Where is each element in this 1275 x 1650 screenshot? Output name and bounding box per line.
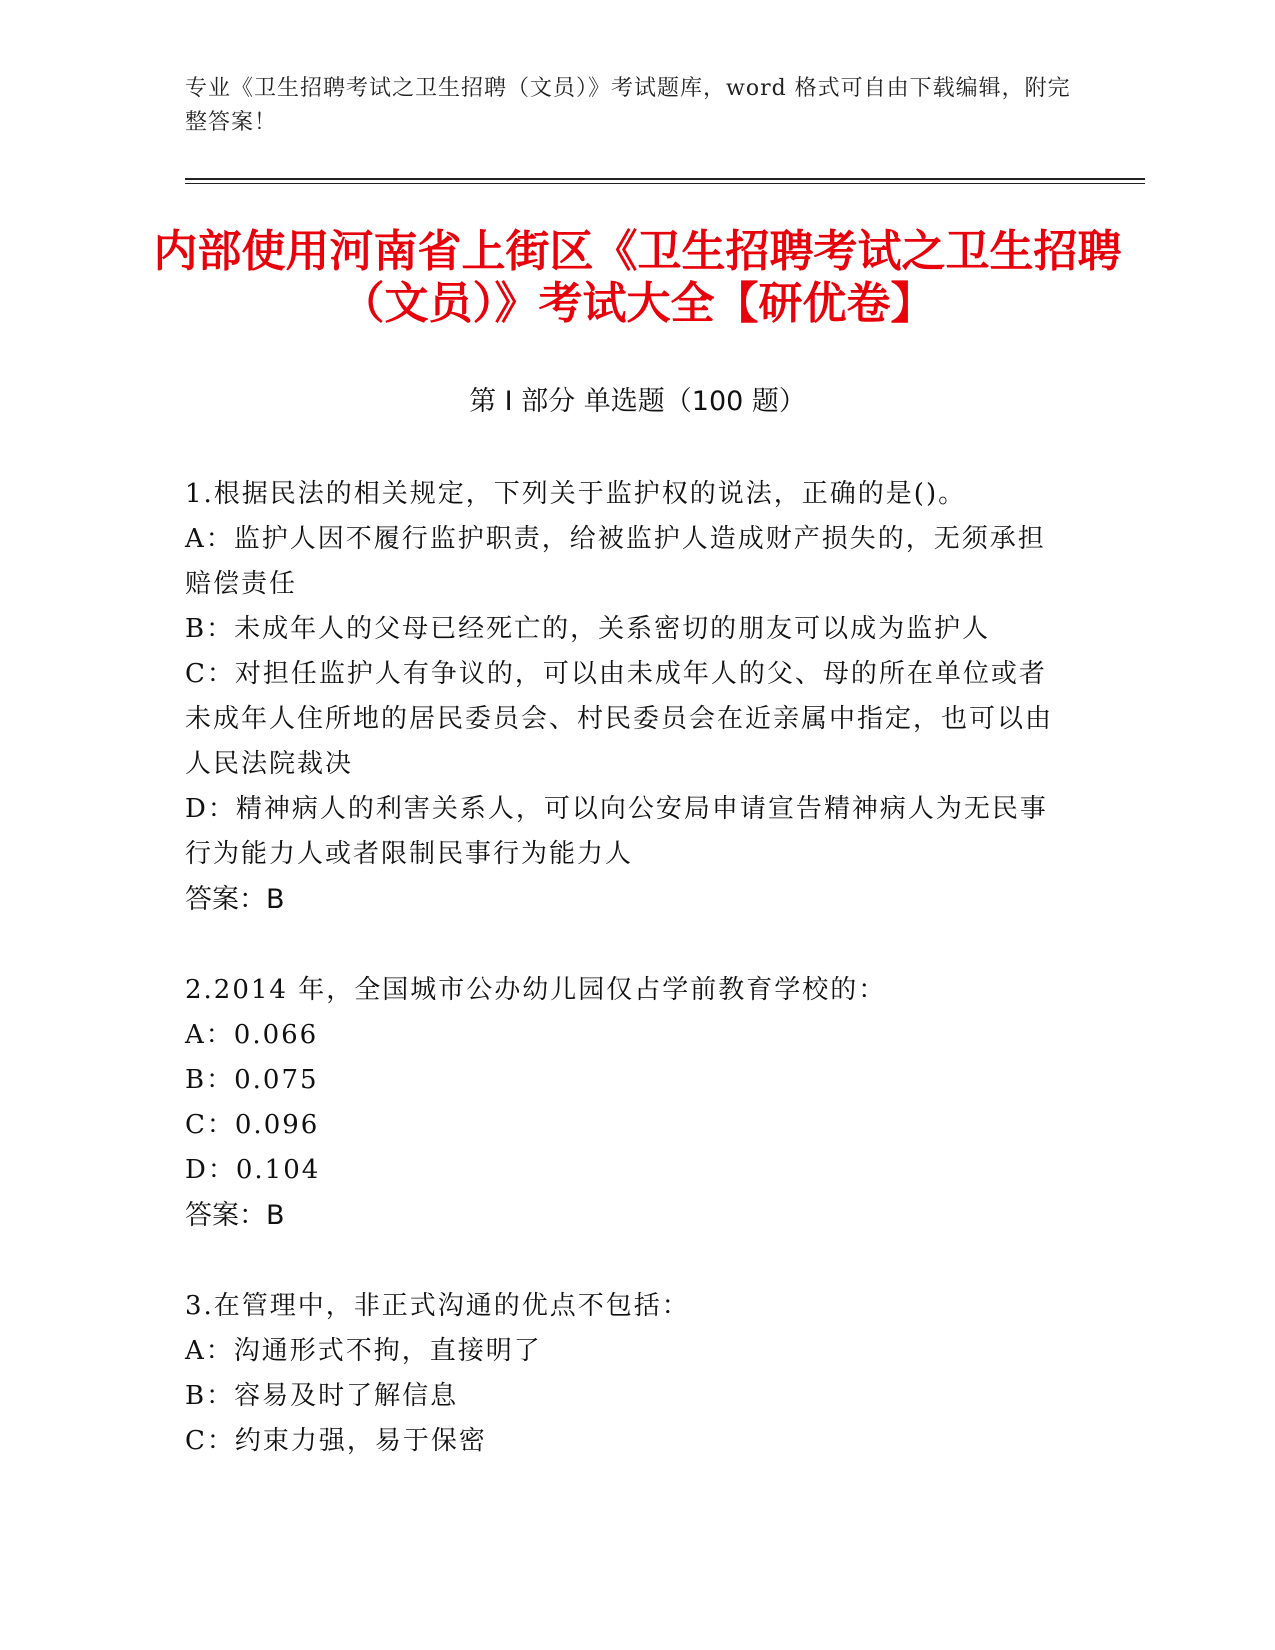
document-title: 内部使用河南省上街区《卫生招聘考试之卫生招聘（文员）》考试大全【研优卷】 [153, 226, 1122, 329]
header-rule-thick [185, 178, 1145, 180]
option-b: B：容易及时了解信息 [185, 1381, 459, 1411]
question-stem: 1.根据民法的相关规定，下列关于监护权的说法，正确的是()。 [185, 479, 967, 509]
question-list [185, 472, 1070, 1510]
question-1 [185, 472, 1070, 922]
section-title: 第 I 部分 单选题（100 题） [469, 386, 806, 417]
option-a: A：监护人因不履行监护职责，给被监护人造成财产损失的，无须承担赔偿责任 [185, 524, 1046, 599]
header-note: 专业《卫生招聘考试之卫生招聘（文员）》考试题库，word 格式可自由下载编辑，附完整答案！ [185, 76, 1071, 135]
option-a: A：0.066 [185, 1020, 319, 1050]
option-d: D：0.104 [185, 1155, 321, 1185]
option-b: B：0.075 [185, 1065, 319, 1095]
question-stem: 2.2014 年，全国城市公办幼儿园仅占学前教育学校的： [185, 975, 887, 1005]
question-stem: 3.在管理中，非正式沟通的优点不包括： [185, 1291, 690, 1321]
answer: 答案：B [185, 1200, 285, 1231]
option-c: C：0.096 [185, 1110, 320, 1140]
header-rule-thin [185, 183, 1145, 184]
option-d: D：精神病人的利害关系人，可以向公安局申请宣告精神病人为无民事行为能力人或者限制民事行为能力人 [185, 794, 1048, 869]
question-2 [185, 968, 1070, 1238]
answer: 答案：B [185, 884, 285, 915]
question-3 [185, 1284, 1070, 1464]
option-c: C：约束力强，易于保密 [185, 1426, 487, 1456]
option-b: B：未成年人的父母已经死亡的，关系密切的朋友可以成为监护人 [185, 614, 991, 644]
option-a: A：沟通形式不拘，直接明了 [185, 1336, 542, 1366]
option-c: C：对担任监护人有争议的，可以由未成年人的父、母的所在单位或者未成年人住所地的居民委员会、村民委员会在近亲属中指定，也可以由人民法院裁决 [185, 659, 1054, 779]
